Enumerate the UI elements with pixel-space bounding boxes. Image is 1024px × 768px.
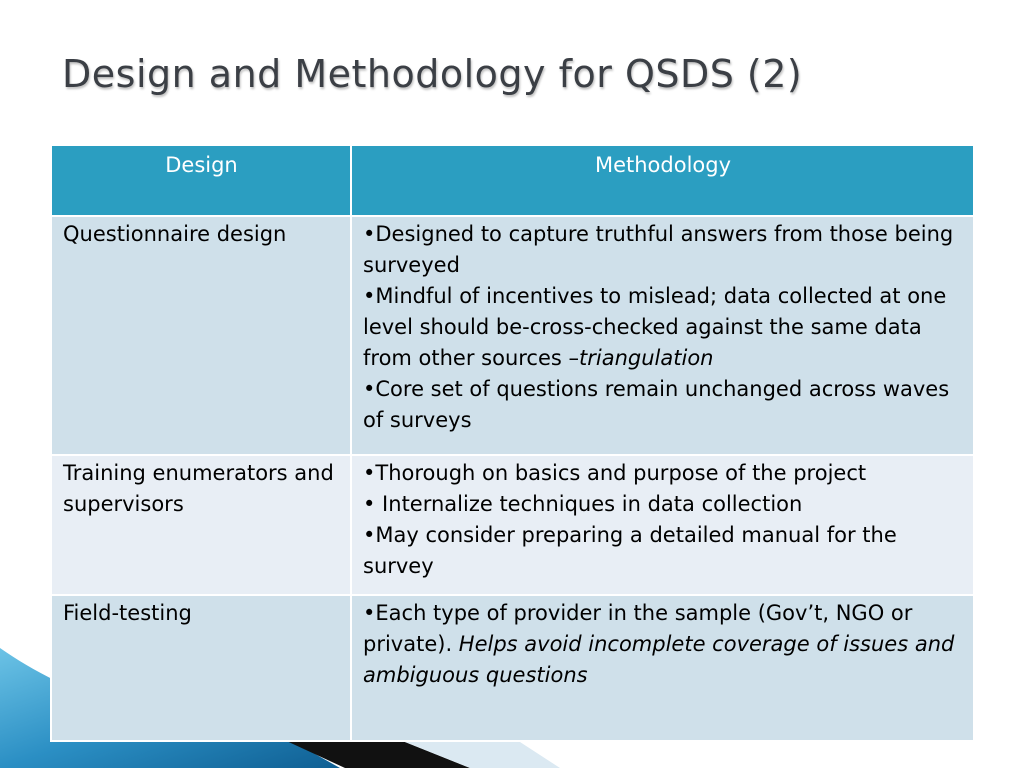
design-cell: Questionnaire design: [51, 216, 351, 455]
bullet-item: •Thorough on basics and purpose of the project: [363, 461, 867, 485]
bullet-text: •Each type of provider in the sample (Gov’t, NGO or private).: [363, 601, 913, 656]
methodology-cell: [351, 455, 974, 595]
bullet-item: [363, 598, 963, 691]
design-methodology-table: [50, 144, 975, 742]
methodology-cell: [351, 595, 974, 741]
design-cell: Field-testing: [51, 595, 351, 741]
bullet-item: •May consider preparing a detailed manual for the survey: [363, 523, 897, 578]
bullet-item: •Core set of questions remain unchanged across waves of surveys: [363, 377, 950, 432]
bullet-item: • Internalize techniques in data collection: [363, 492, 803, 516]
table-row: [51, 595, 974, 741]
design-cell: Training enumerators and supervisors: [51, 455, 351, 595]
bullet-emphasis: Helps avoid incomplete coverage of issues and ambiguous questions: [363, 632, 955, 687]
table-row: [51, 216, 974, 455]
table-header-row: [51, 145, 974, 216]
bullet-emphasis: triangulation: [579, 346, 714, 370]
bullet-item: •Designed to capture truthful answers from those being surveyed: [363, 222, 954, 277]
column-header-design: Design: [51, 145, 351, 216]
slide-title: Design and Methodology for QSDS (2): [62, 52, 803, 96]
table-row: [51, 455, 974, 595]
bullet-text: •Mindful of incentives to mislead; data collected at one level should be-cross-checked against the same data from other sources –: [363, 284, 947, 370]
column-header-methodology: Methodology: [351, 145, 974, 216]
methodology-cell: [351, 216, 974, 455]
bullet-item: [363, 281, 963, 374]
